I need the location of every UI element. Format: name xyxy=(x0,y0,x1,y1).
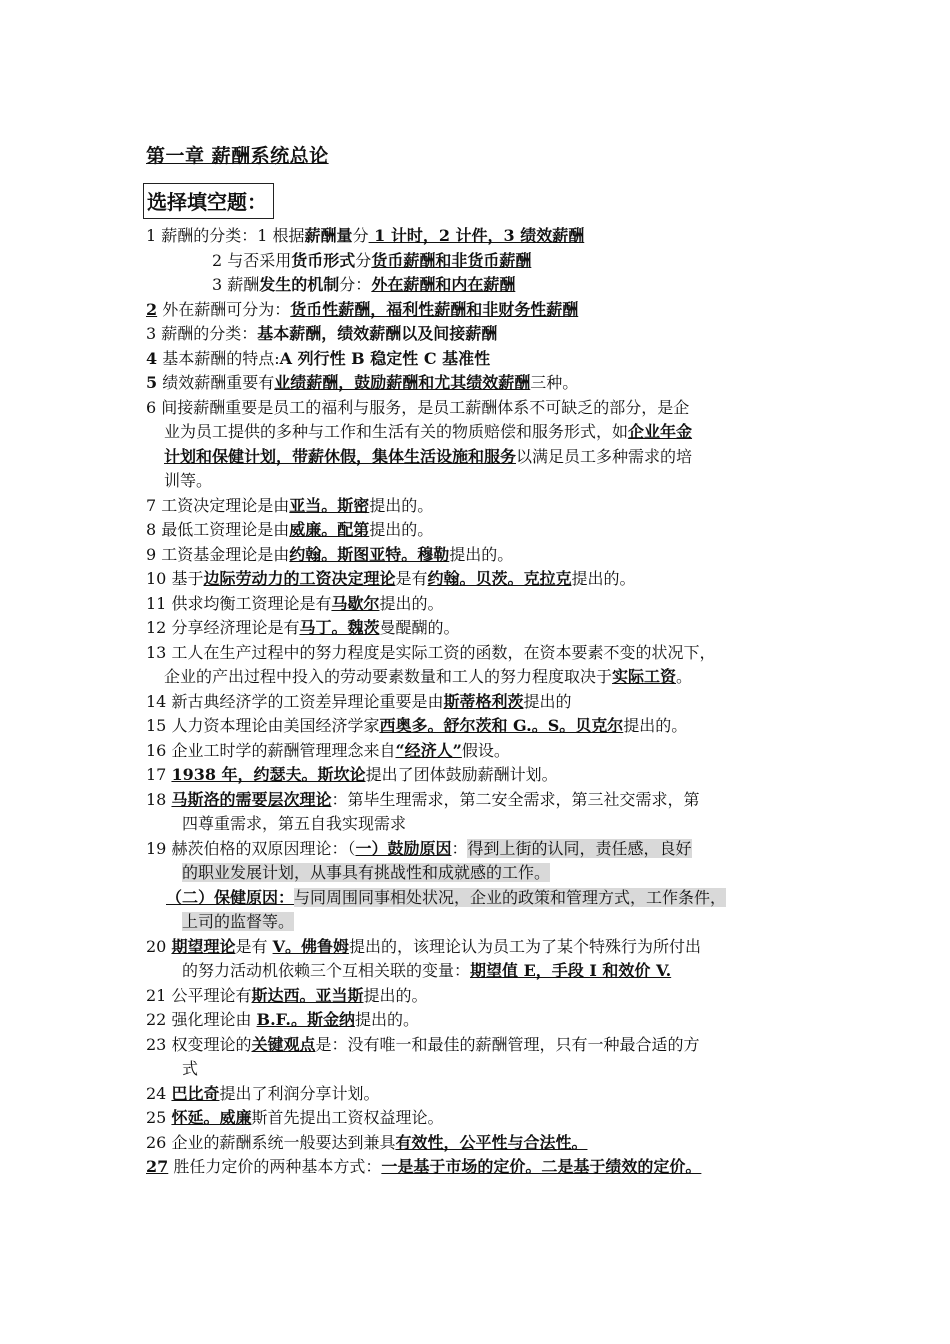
list-item: 21 公平理论有斯达西。亚当斯提出的。 xyxy=(146,985,428,1005)
list-item: 22 强化理论由 B.F.。斯金纳提出的。 xyxy=(146,1010,419,1029)
list-item: 17 1938 年，约瑟夫。斯坎论提出了团体鼓励薪酬计划。 xyxy=(146,765,558,784)
list-item: 23 权变理论的关键观点是：没有唯一和最佳的薪酬管理，只有一种最合适的方 xyxy=(146,1034,700,1054)
list-item-continuation: 式 xyxy=(182,1059,199,1078)
list-item: 27 胜任力定价的两种基本方式：一是基于市场的定价。二是基于绩效的定价。 xyxy=(146,1157,702,1176)
list-item: 3 薪酬发生的机制分：外在薪酬和内在薪酬 xyxy=(212,275,516,294)
section-heading-box: 选择填空题： xyxy=(143,183,274,219)
list-item: 18 马斯洛的需要层次理论：第毕生理需求，第二安全需求，第三社交需求，第 xyxy=(146,789,700,809)
list-item-continuation: 业为员工提供的多种与工作和生活有关的物质赔偿和服务形式，如企业年金 xyxy=(164,422,693,441)
list-item: 26 企业的薪酬系统一般要达到兼具有效性，公平性与合法性。 xyxy=(146,1132,588,1152)
list-item: 16 企业工时学的薪酬管理理念来自“经济人”假设。 xyxy=(146,740,510,760)
list-item: 11 供求均衡工资理论是有马歇尔提出的。 xyxy=(146,593,444,613)
list-item-continuation: 的努力活动机依赖三个互相关联的变量：期望值 E，手段 I 和效价 V. xyxy=(182,961,672,980)
list-item: 5 绩效薪酬重要有业绩薪酬，鼓励薪酬和尤其绩效薪酬三种。 xyxy=(146,373,579,392)
list-item: 9 工资基金理论是由约翰。斯图亚特。穆勒提出的。 xyxy=(146,544,514,564)
list-item: 13 工人在生产过程中的努力程度是实际工资的函数，在资本要素不变的状况下， xyxy=(146,642,716,662)
chapter-title: 第一章 薪酬系统总论 xyxy=(146,145,329,167)
list-item-continuation: 企业的产出过程中投入的劳动要素数量和工人的努力程度取决于实际工资。 xyxy=(164,667,693,686)
list-item: 8 最低工资理论是由威廉。配第提出的。 xyxy=(146,520,434,539)
list-item: 24 巴比奇提出了利润分享计划。 xyxy=(146,1083,380,1103)
highlighted-text: 与同周围同事相处状况，企业的政策和管理方式，工作条件， xyxy=(294,887,727,907)
list-item: 6 间接薪酬重要是员工的福利与服务，是员工薪酬体系不可缺乏的部分，是企 xyxy=(146,397,690,417)
highlighted-text: 得到上街的认同，责任感，良好 xyxy=(467,838,692,858)
list-item: 4 基本薪酬的特点:A 列行性 B 稳定性 C 基准性 xyxy=(146,348,491,368)
list-item: 20 期望理论是有 V。佛鲁姆提出的，该理论认为员工为了某个特殊行为所付出 xyxy=(146,936,701,956)
question-list xyxy=(146,224,821,1180)
list-item: 14 新古典经济学的工资差异理论重要是由斯蒂格利茨提出的 xyxy=(146,691,572,711)
list-item-continuation: 计划和保健计划，带薪休假，集体生活设施和服务以满足员工多种需求的培 xyxy=(164,446,693,466)
list-item: 2 与否采用货币形式分货币薪酬和非货币薪酬 xyxy=(212,250,532,270)
list-item: 19 赫茨伯格的双原因理论：（一）鼓励原因：得到上街的认同，责任感，良好 xyxy=(146,838,692,858)
list-item: 2 外在薪酬可分为：货币性薪酬，福利性薪酬和非财务性薪酬 xyxy=(146,299,579,319)
list-item-continuation xyxy=(146,861,821,886)
list-item: 10 基于边际劳动力的工资决定理论是有约翰。贝茨。克拉克提出的。 xyxy=(146,569,636,588)
list-item: 3 薪酬的分类：基本薪酬，绩效薪酬以及间接薪酬 xyxy=(146,324,498,343)
list-item-continuation: 四尊重需求，第五自我实现需求 xyxy=(182,814,407,833)
highlighted-text: 的职业发展计划，从事具有挑战性和成就感的工作。 xyxy=(182,863,551,882)
highlighted-text: 上司的监督等。 xyxy=(182,912,295,931)
list-item: 15 人力资本理论由美国经济学家西奥多。舒尔茨和 G.。S。贝克尔提出的。 xyxy=(146,716,688,735)
list-item-continuation: （二）保健原因：与同周围同事相处状况，企业的政策和管理方式，工作条件， xyxy=(166,887,727,907)
list-item: 12 分享经济理论是有马丁。魏茨曼醍醐的。 xyxy=(146,618,460,637)
list-item-continuation: 训等。 xyxy=(164,471,213,490)
list-item: 25 怀延。威廉斯首先提出工资权益理论。 xyxy=(146,1108,444,1127)
list-item-continuation xyxy=(146,910,821,935)
list-item: 1 薪酬的分类：1 根据薪酬量分 1 计时，2 计件，3 绩效薪酬 xyxy=(146,226,585,245)
list-item: 7 工资决定理论是由亚当。斯密提出的。 xyxy=(146,495,434,515)
